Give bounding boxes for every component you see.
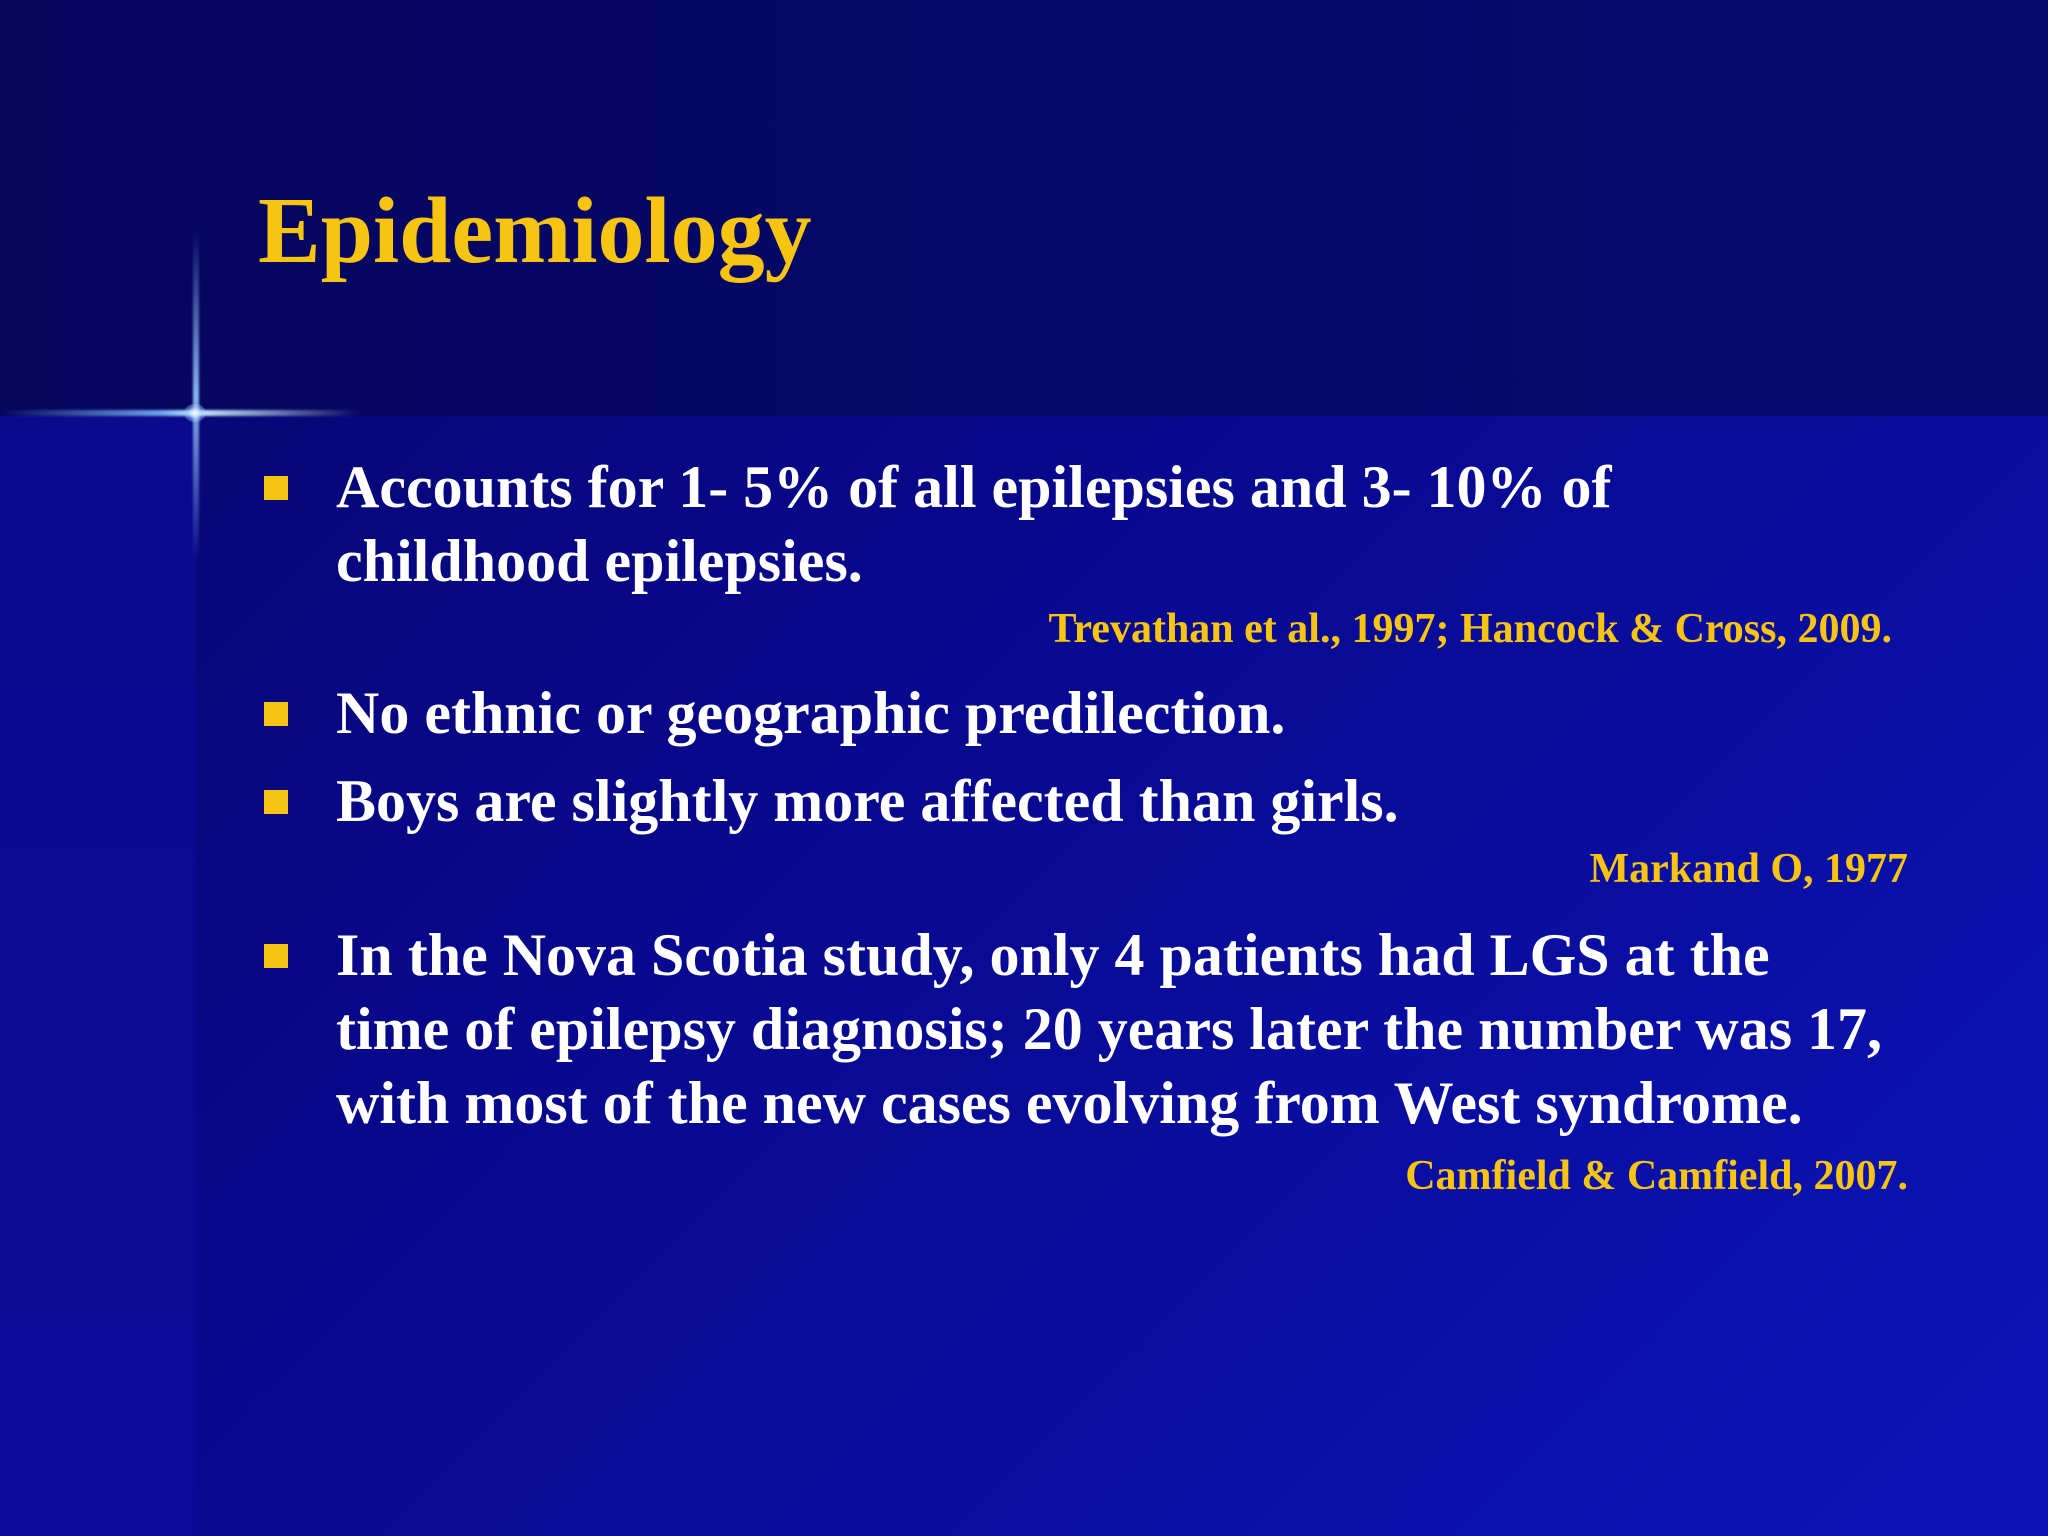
bullet-list bbox=[262, 450, 1922, 1206]
bullet-text: Boys are slightly more affected than girls. bbox=[336, 768, 1399, 834]
square-bullet-icon bbox=[264, 476, 288, 500]
square-bullet-icon bbox=[264, 702, 288, 726]
bullet-text: No ethnic or geographic predilection. bbox=[336, 680, 1286, 746]
bullet-item bbox=[262, 450, 1836, 598]
bullet-item bbox=[262, 764, 1922, 838]
vertical-light-streak bbox=[193, 230, 199, 560]
square-bullet-icon bbox=[264, 790, 288, 814]
light-flare bbox=[184, 404, 206, 422]
bullet-text: In the Nova Scotia study, only 4 patients had LGS at the time of epilepsy diagnosis; 20 years later the number was 17, with most of the new cases evolving from West syndrome. bbox=[336, 922, 1883, 1136]
square-bullet-icon bbox=[264, 944, 288, 968]
citation: Camfield & Camfield, 2007. bbox=[1405, 1153, 1908, 1199]
bullet-item bbox=[262, 676, 1922, 750]
bullet-item bbox=[262, 918, 1896, 1140]
left-band bbox=[0, 416, 196, 1536]
citation: Markand O, 1977 bbox=[1589, 846, 1908, 892]
horizontal-light-streak bbox=[0, 410, 360, 416]
slide-title: Epidemiology bbox=[258, 179, 812, 283]
bullet-text: Accounts for 1- 5% of all epilepsies and 3- 10% of childhood epilepsies. bbox=[336, 454, 1612, 594]
citation: Trevathan et al., 1997; Hancock & Cross, 2009. bbox=[1048, 606, 1892, 652]
